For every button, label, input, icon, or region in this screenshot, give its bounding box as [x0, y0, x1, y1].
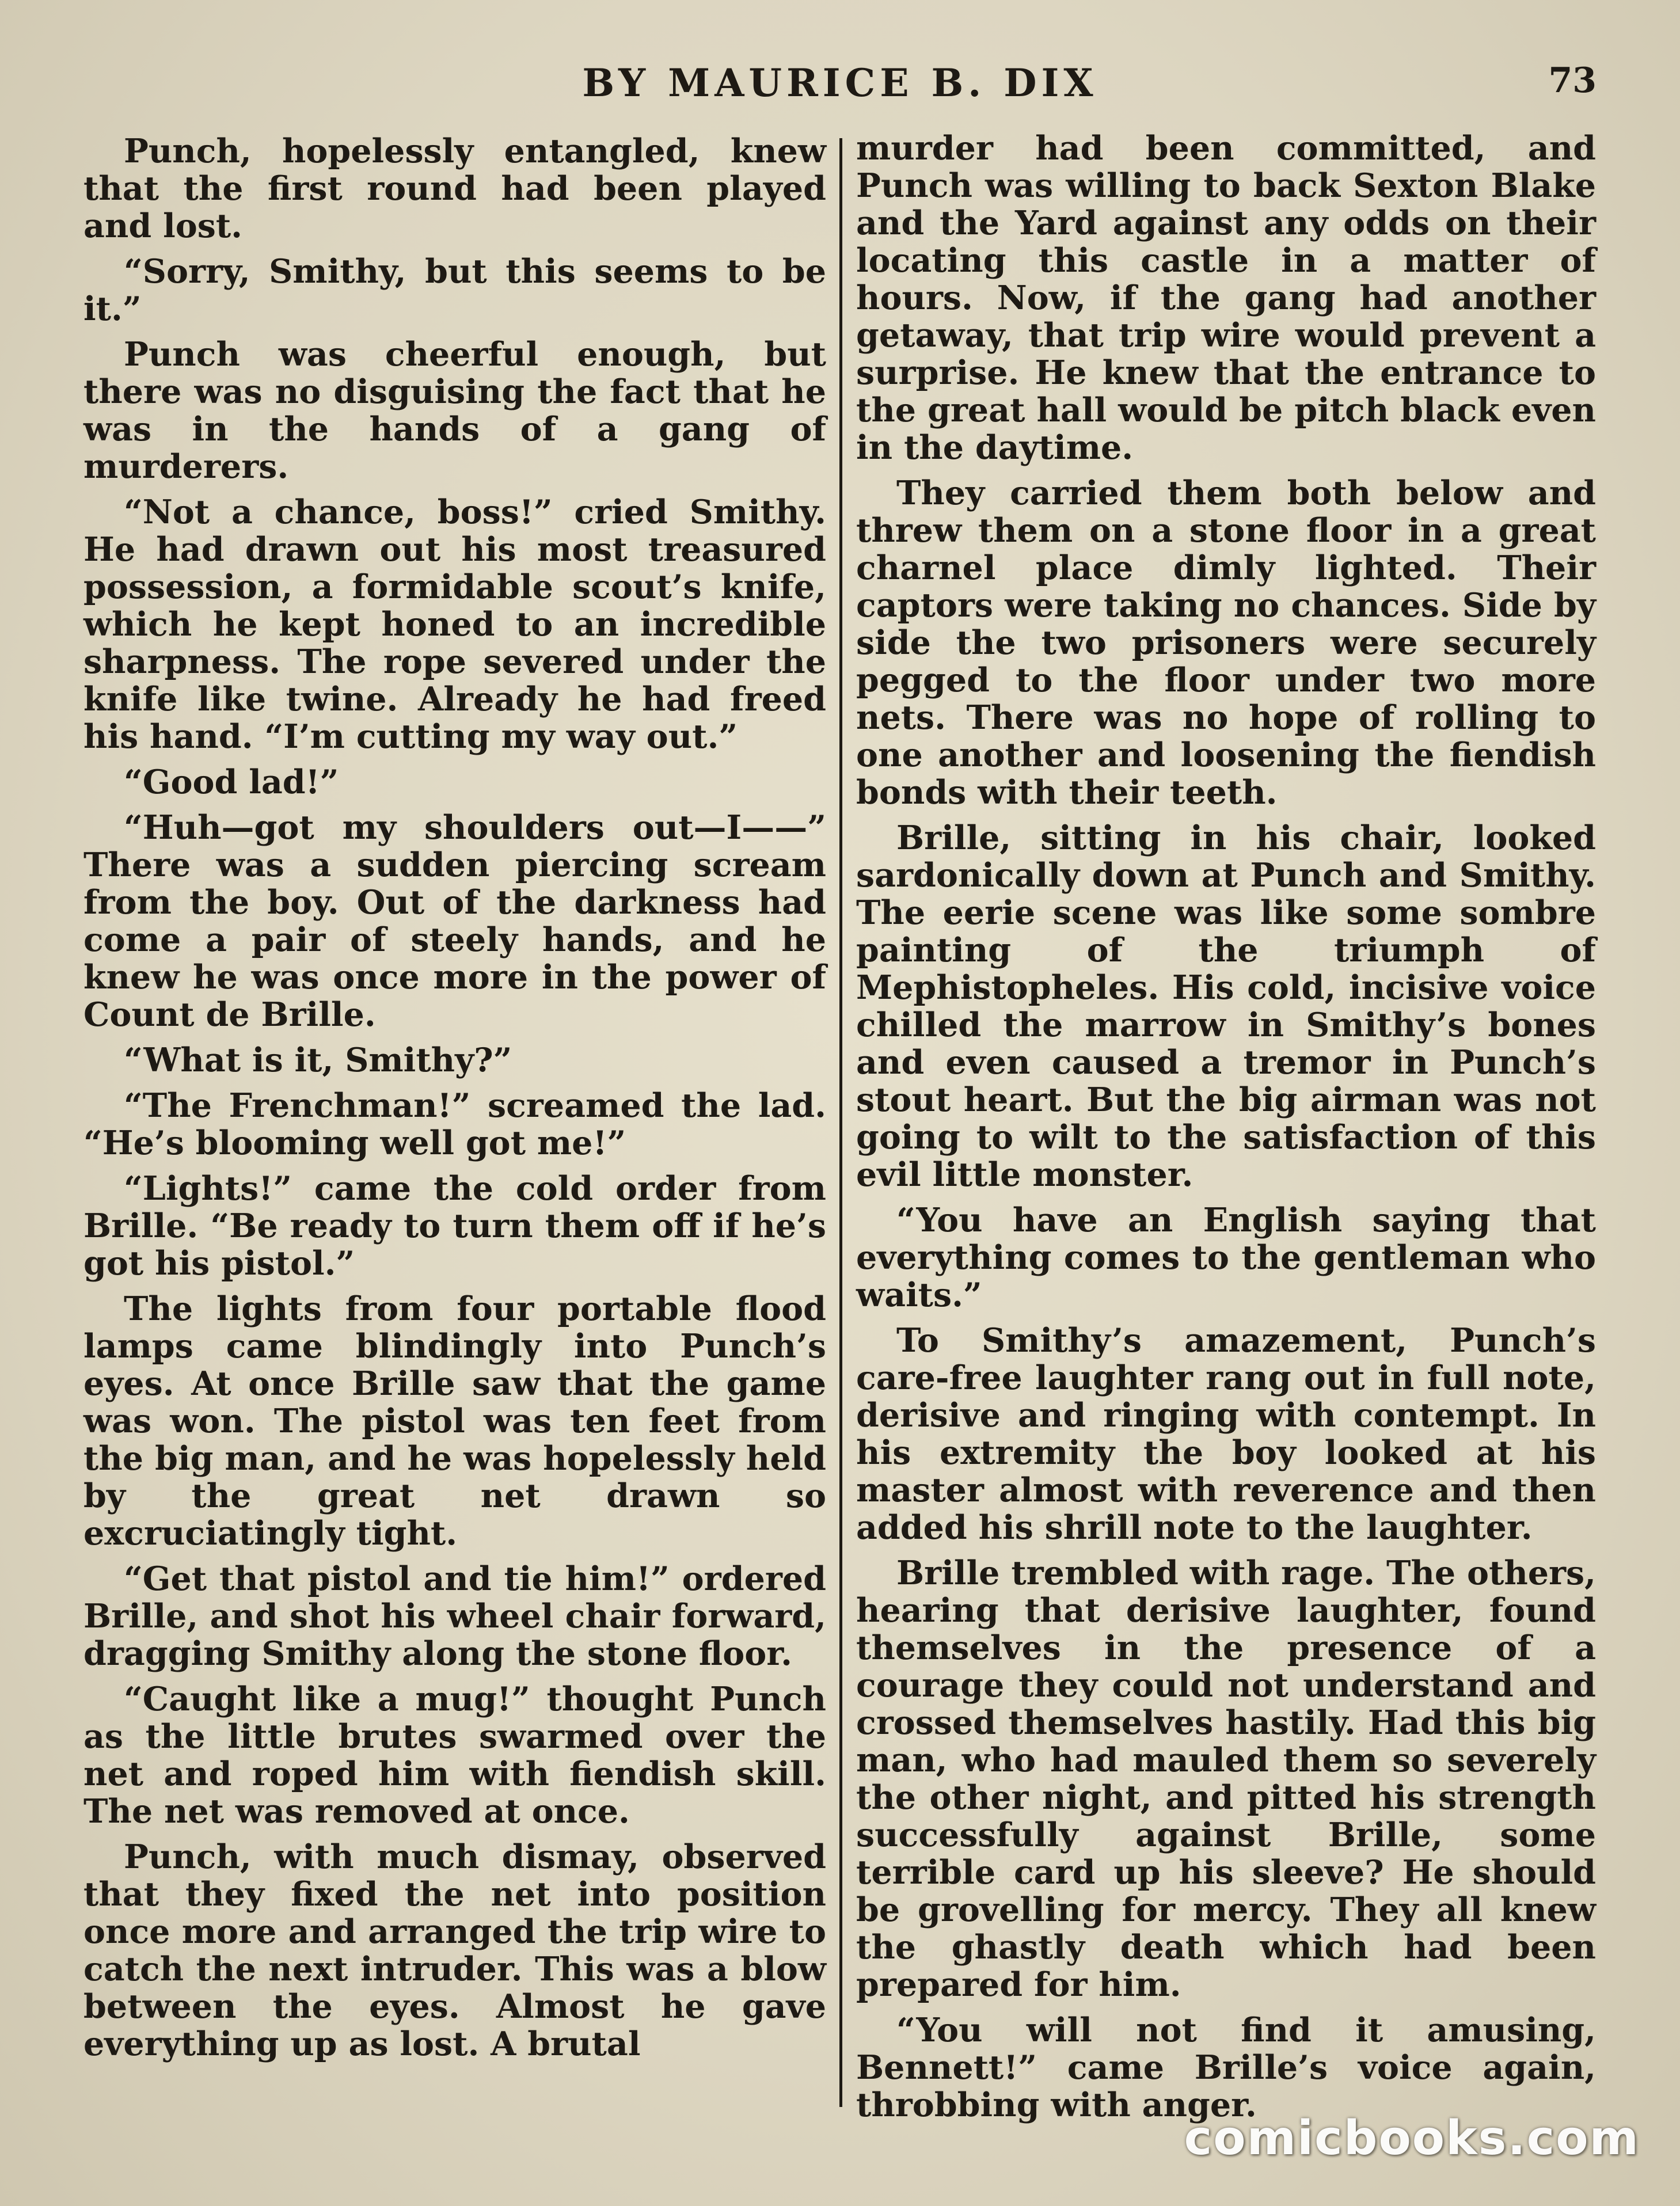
paragraph: “Good lad!”	[124, 763, 339, 801]
paragraph: “Huh—got my shoulders out—I——” There was a sudden piercing scream from the boy. Out of the darkness had come a pair of steely hands, and he knew he was once more in the power of Count de Brille.	[83, 808, 826, 1034]
paragraph: Punch was cheerful enough, but there was no disguising the fact that he was in the hands of a gang of murderers.	[83, 335, 826, 486]
paragraph: To Smithy’s amazement, Punch’s care-free laughter rang out in full note, derisive and ringing with contempt. In his extremity the boy looked at his master almost with reverence and then added his shrill note to the laughter.	[856, 1321, 1596, 1547]
paragraph-continuation: murder had been committed, and Punch was willing to back Sexton Blake and the Yard against any odds on their locating this castle in a matter of hours. Now, if the gang had another getaway, that trip wire would prevent a surprise. He knew that the entrance to the great hall would be pitch black even in the daytime.	[856, 129, 1596, 467]
running-title: BY MAURICE B. DIX	[582, 60, 1098, 105]
paragraph: Punch, hopelessly entangled, knew that the first round had been played and lost.	[83, 132, 826, 245]
paragraph: “Caught like a mug!” thought Punch as the little brutes swarmed over the net and roped him with fiendish skill. The net was removed at once.	[83, 1680, 826, 1831]
page-header	[0, 60, 1680, 112]
paragraph: “Not a chance, boss!” cried Smithy. He had drawn out his most treasured possession, a formidable scout’s knife, which he kept honed to an incredible sharpness. The rope severed under the knife like twine. Already he had freed his hand. “I’m cutting my way out.”	[83, 493, 826, 756]
site-watermark: comicbooks.com	[1184, 2111, 1640, 2166]
paragraph: Brille trembled with rage. The others, hearing that derisive laughter, found themselves in the presence of a courage they could not understand and crossed themselves hastily. Had this big man, who had mauled them so severely the other night, and pitted his strength successfully against Brille, some terrible card up his sleeve? He should be grovelling for mercy. They all knew the ghastly death which had been prepared for him.	[856, 1554, 1596, 2004]
paragraph: They carried them both below and threw them on a stone floor in a great charnel place dimly lighted. Their captors were taking no chances. Side by side the two prisoners were securely pegged to the floor under two more nets. There was no hope of rolling to one another and loosening the fiendish bonds with their teeth.	[856, 474, 1596, 812]
paragraph: “The Frenchman!” screamed the lad. “He’s blooming well got me!”	[83, 1086, 826, 1162]
paragraph: Brille, sitting in his chair, looked sardonically down at Punch and Smithy. The eerie scene was like some sombre painting of the triumph of Mephistopheles. His cold, incisive voice chilled the marrow in Smithy’s bones and even caused a tremor in Punch’s stout heart. But the big airman was not going to wilt to the satisfaction of this evil little monster.	[856, 819, 1596, 1194]
paragraph: Punch, with much dismay, observed that they fixed the net into position once more and arranged the trip wire to catch the next intruder. This was a blow between the eyes. Almost he gave everything up as lost. A brutal	[83, 1838, 826, 2063]
column-divider	[839, 138, 842, 2107]
paragraph: “You have an English saying that everything comes to the gentleman who waits.”	[856, 1201, 1596, 1314]
paragraph: “Get that pistol and tie him!” ordered Brille, and shot his wheel chair forward, dragging Smithy along the stone floor.	[83, 1560, 826, 1673]
paragraph: “Sorry, Smithy, but this seems to be it.”	[83, 252, 826, 328]
paragraph: The lights from four portable flood lamps came blindingly into Punch’s eyes. At once Brille saw that the game was won. The pistol was ten feet from the big man, and he was hopelessly held by the great net drawn so excruciatingly tight.	[83, 1290, 826, 1553]
paragraph: “You will not find it amusing, Bennett!” came Brille’s voice again, throbbing with anger.	[856, 2011, 1596, 2124]
page-number: 73	[1548, 60, 1597, 101]
paragraph: “Lights!” came the cold order from Brille. “Be ready to turn them off if he’s got his pistol.”	[83, 1169, 826, 1283]
right-column	[856, 130, 1596, 2132]
paragraph: “What is it, Smithy?”	[124, 1041, 512, 1079]
left-column	[83, 132, 826, 2071]
